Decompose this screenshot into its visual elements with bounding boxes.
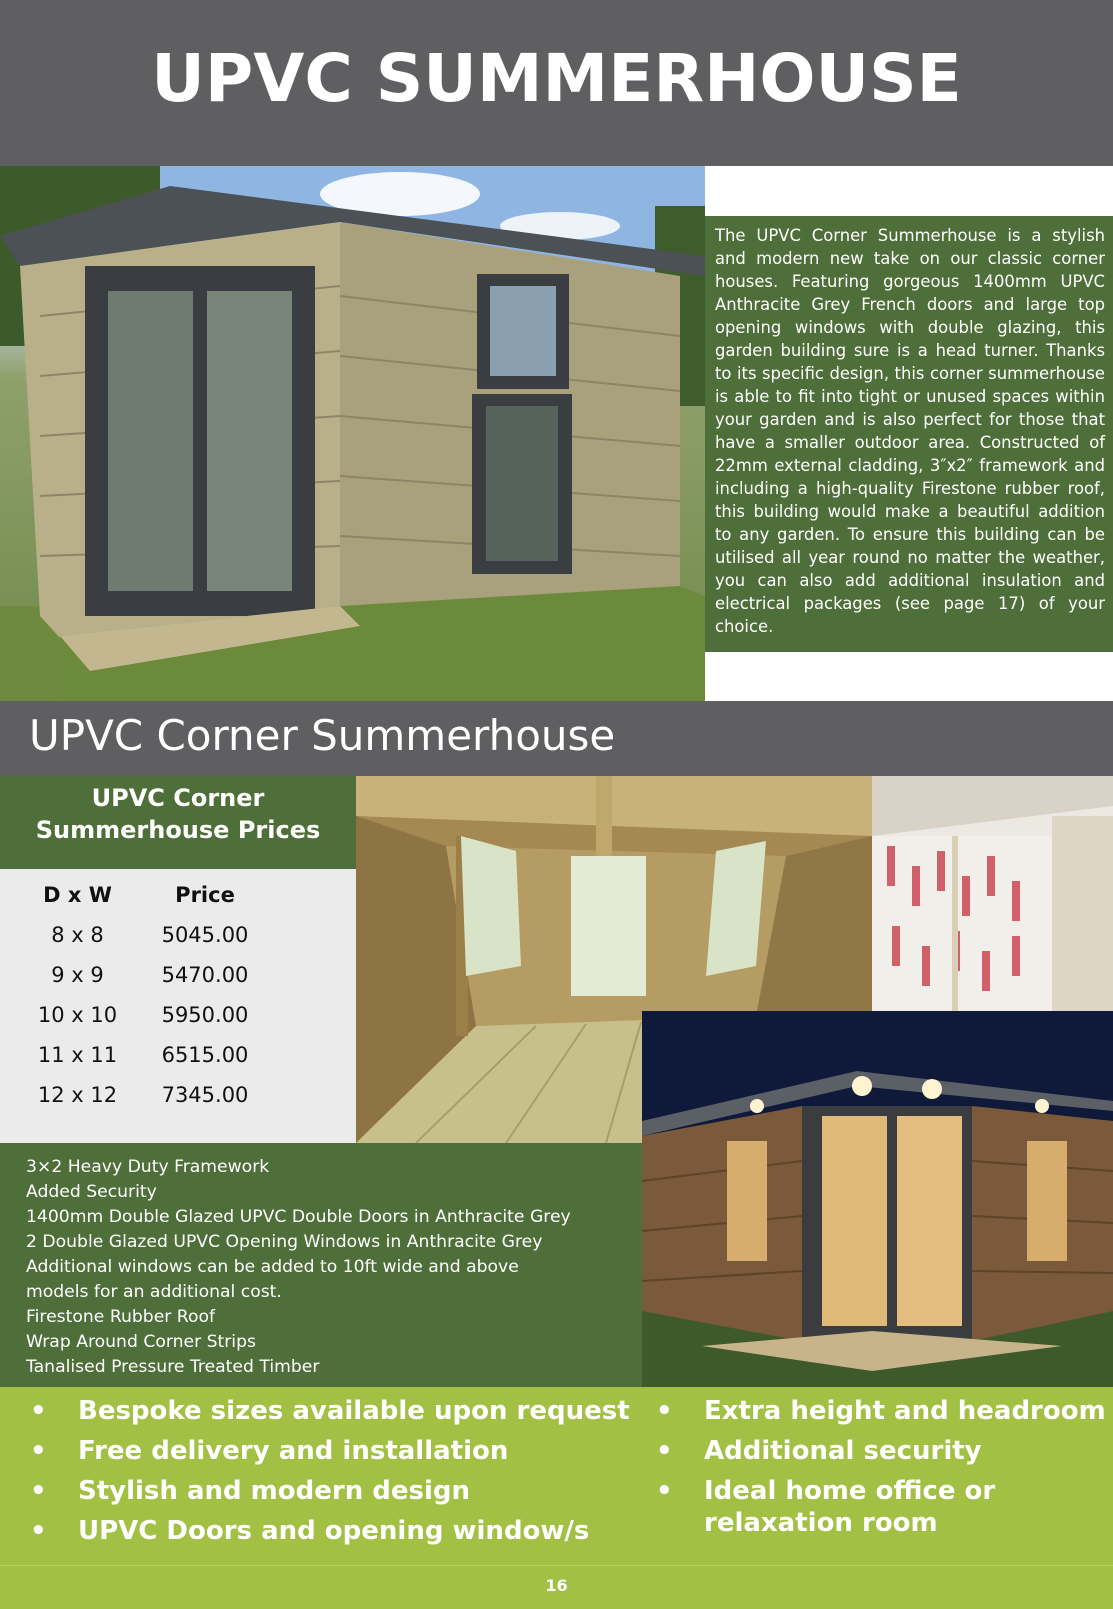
list-item: Wrap Around Corner Strips bbox=[26, 1332, 256, 1352]
list-item bbox=[30, 1435, 630, 1467]
size-cell: 9 x 9 bbox=[51, 963, 104, 987]
bullet-dot-icon: • bbox=[656, 1476, 673, 1506]
list-item bbox=[656, 1435, 1106, 1467]
price-cell: 5470.00 bbox=[161, 963, 249, 987]
prices-heading-line2: Summerhouse Prices bbox=[35, 816, 321, 844]
list-item: 1400mm Double Glazed UPVC Double Doors in Anthracite Grey bbox=[26, 1207, 571, 1227]
highlights-list-left bbox=[30, 1395, 630, 1555]
table-header-row bbox=[20, 875, 275, 915]
highlights-list-right bbox=[656, 1395, 1106, 1547]
bullet-dot-icon: • bbox=[656, 1396, 673, 1426]
list-item: Additional windows can be added to 10ft wide and above bbox=[26, 1257, 519, 1277]
highlight-text: UPVC Doors and opening window/s bbox=[78, 1516, 590, 1546]
bullet-dot-icon: • bbox=[30, 1396, 47, 1426]
description-box bbox=[705, 216, 1113, 652]
features-box bbox=[0, 1143, 642, 1387]
highlight-text: Free delivery and installation bbox=[78, 1436, 509, 1466]
highlight-text: Additional security bbox=[704, 1436, 982, 1466]
table-row bbox=[20, 1075, 275, 1115]
section-banner bbox=[0, 701, 1113, 776]
price-cell: 6515.00 bbox=[161, 1043, 249, 1067]
size-cell: 12 x 12 bbox=[37, 1083, 118, 1107]
list-item: 3×2 Heavy Duty Framework bbox=[26, 1157, 270, 1177]
list-item bbox=[30, 1515, 630, 1547]
features-list bbox=[26, 1155, 571, 1380]
highlight-text: Ideal home office or relaxation room bbox=[704, 1476, 996, 1538]
list-item: Firestone Rubber Roof bbox=[26, 1307, 216, 1327]
night-lighting-photo bbox=[642, 1011, 1113, 1387]
table-row bbox=[20, 995, 275, 1035]
insulation-photo bbox=[872, 776, 1113, 1011]
page-number: 16 bbox=[545, 1576, 568, 1595]
highlight-text: Stylish and modern design bbox=[78, 1476, 471, 1506]
highlights-box bbox=[0, 1387, 1113, 1565]
prices-heading bbox=[0, 782, 356, 846]
list-item bbox=[30, 1395, 630, 1427]
highlight-text: Bespoke sizes available upon request bbox=[78, 1396, 630, 1426]
bullet-dot-icon: • bbox=[30, 1436, 47, 1466]
table-row bbox=[20, 1035, 275, 1075]
page-title: UPVC SUMMERHOUSE bbox=[151, 40, 962, 117]
size-cell: 8 x 8 bbox=[51, 923, 104, 947]
column-header-price: Price bbox=[175, 883, 235, 907]
list-item bbox=[656, 1395, 1106, 1427]
size-cell: 11 x 11 bbox=[37, 1043, 118, 1067]
list-item bbox=[30, 1475, 630, 1507]
column-header-size: D x W bbox=[43, 883, 112, 907]
list-item bbox=[656, 1475, 1106, 1539]
list-item: 2 Double Glazed UPVC Opening Windows in Anthracite Grey bbox=[26, 1232, 543, 1252]
prices-table-panel bbox=[0, 869, 356, 1143]
table-row bbox=[20, 915, 275, 955]
bullet-dot-icon: • bbox=[30, 1516, 47, 1546]
size-cell: 10 x 10 bbox=[37, 1003, 118, 1027]
section-title: UPVC Corner Summerhouse bbox=[29, 711, 616, 760]
bullet-dot-icon: • bbox=[30, 1476, 47, 1506]
table-row bbox=[20, 955, 275, 995]
description-text: The UPVC Corner Summerhouse is a stylish and modern new take on our classic corner houses. Featuring gorgeous 1400mm UPVC Anthracite Grey French doors and large top opening windows with double glazing, this garden building sure is a head turner. Thanks to its specific design, this corner summerhouse is able to fit into tight or unused spaces within your garden and is also perfect for those that have a smaller outdoor area. Constructed of 22mm external cladding, 3″x2″ framework and including a high-quality Firestone rubber roof, this building would make a beautiful addition to any garden. To ensure this building can be utilised all year round no matter the weather, you can also add additional insulation and electrical packages (see page 17) of your choice. bbox=[715, 226, 1105, 636]
price-cell: 5045.00 bbox=[161, 923, 249, 947]
bullet-dot-icon: • bbox=[656, 1436, 673, 1466]
page-footer bbox=[0, 1565, 1113, 1609]
list-item: Tanalised Pressure Treated Timber bbox=[26, 1357, 320, 1377]
price-cell: 5950.00 bbox=[161, 1003, 249, 1027]
list-item: Added Security bbox=[26, 1182, 157, 1202]
summerhouse-hero-photo bbox=[0, 166, 705, 701]
title-banner bbox=[0, 0, 1113, 166]
list-item: models for an additional cost. bbox=[26, 1282, 282, 1302]
prices-heading-box bbox=[0, 776, 356, 869]
prices-table bbox=[20, 875, 275, 1115]
highlight-text: Extra height and headroom bbox=[704, 1396, 1106, 1426]
prices-heading-line1: UPVC Corner bbox=[91, 784, 265, 812]
price-cell: 7345.00 bbox=[161, 1083, 249, 1107]
